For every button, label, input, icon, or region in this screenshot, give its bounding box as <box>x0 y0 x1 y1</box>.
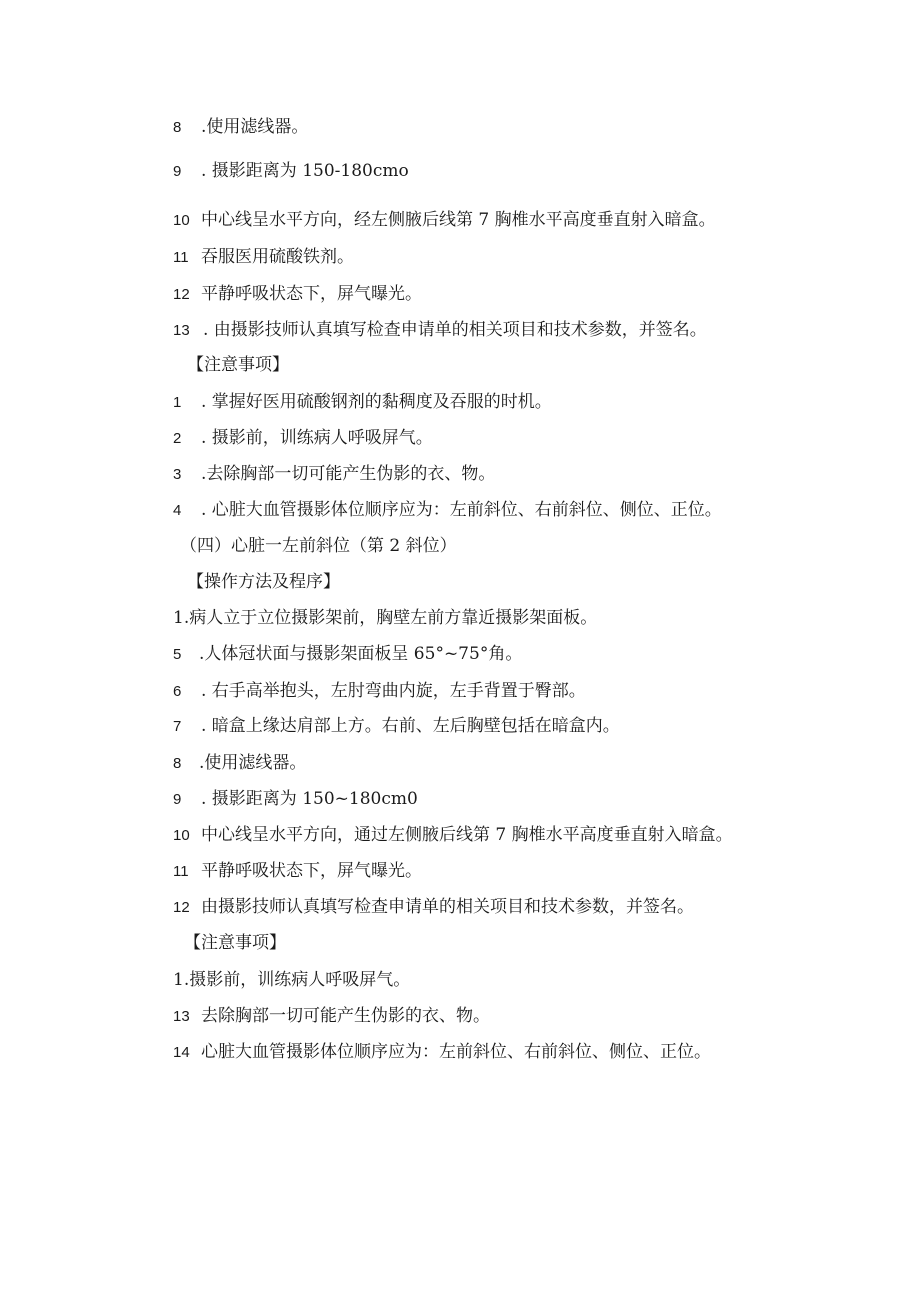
list-item <box>173 788 418 811</box>
list-item <box>173 969 410 991</box>
list-item <box>173 209 716 232</box>
list-item <box>173 246 354 269</box>
list-item <box>173 1041 711 1064</box>
item-text: 1.摄影前，训练病人呼吸屏气。 <box>173 970 411 990</box>
item-text: . 暗盒上缘达肩部上方。右前、左后胸壁包括在暗盒内。 <box>201 716 620 736</box>
item-number: 6 <box>173 683 182 700</box>
section-heading: （四）心脏一左前斜位（第 2 斜位） <box>180 536 457 556</box>
list-item <box>173 1005 490 1028</box>
item-number: 4 <box>173 502 182 519</box>
item-text: .去除胸部一切可能产生伪影的衣、物。 <box>201 464 496 484</box>
list-item <box>173 643 522 666</box>
list-item <box>173 283 422 306</box>
item-number: 11 <box>173 863 189 880</box>
list-item <box>173 860 422 883</box>
item-number: 1 <box>173 394 182 411</box>
item-number: 10 <box>173 212 190 229</box>
item-number: 12 <box>173 899 190 916</box>
item-text: 平静呼吸状态下，屏气曝光。 <box>201 284 422 304</box>
list-item <box>173 463 495 486</box>
item-number: 11 <box>173 249 189 266</box>
item-text: . 右手高举抱头，左肘弯曲内旋，左手背置于臀部。 <box>201 681 586 701</box>
section-heading: 【操作方法及程序】 <box>187 572 340 592</box>
item-number: 9 <box>173 791 182 808</box>
list-item <box>173 116 308 139</box>
item-text: .使用滤线器。 <box>201 117 309 137</box>
item-text: 中心线呈水平方向，通过左侧腋后线第 7 胸椎水平高度垂直射入暗盒。 <box>201 825 733 845</box>
item-number: 5 <box>173 646 182 663</box>
list-item <box>173 499 722 522</box>
item-text: . 摄影距离为 150~180cm0 <box>201 789 418 809</box>
item-number: 8 <box>173 755 182 772</box>
list-item <box>173 427 433 450</box>
item-text: . 由摄影技师认真填写检查申请单的相关项目和技术参数，并签名。 <box>203 320 707 340</box>
item-text: 心脏大血管摄影体位顺序应为：左前斜位、右前斜位、侧位、正位。 <box>201 1042 711 1062</box>
item-number: 8 <box>173 119 182 136</box>
list-item <box>173 160 409 183</box>
item-number: 9 <box>173 163 182 180</box>
item-text: 去除胸部一切可能产生伪影的衣、物。 <box>201 1006 490 1026</box>
list-item <box>173 824 733 847</box>
list-item <box>173 752 306 775</box>
item-text: . 掌握好医用硫酸钢剂的黏稠度及吞服的时机。 <box>201 392 552 412</box>
item-number: 2 <box>173 430 182 447</box>
item-text: .使用滤线器。 <box>199 753 307 773</box>
item-number: 7 <box>173 718 182 735</box>
list-item <box>173 896 694 919</box>
list-item <box>173 680 586 703</box>
item-number: 10 <box>173 827 190 844</box>
list-item <box>173 607 597 629</box>
item-text: 1.病人立于立位摄影架前，胸壁左前方靠近摄影架面板。 <box>173 608 598 628</box>
item-number: 13 <box>173 322 190 339</box>
item-text: .人体冠状面与摄影架面板呈 65°~75°角。 <box>199 644 523 664</box>
list-item <box>173 391 552 414</box>
list-item <box>173 715 620 738</box>
item-number: 13 <box>173 1008 190 1025</box>
item-text: 中心线呈水平方向，经左侧腋后线第 7 胸椎水平高度垂直射入暗盒。 <box>201 210 716 230</box>
section-heading: 【注意事项】 <box>184 933 286 953</box>
item-text: . 摄影前，训练病人呼吸屏气。 <box>201 428 433 448</box>
section-heading: 【注意事项】 <box>187 355 289 375</box>
item-text: 吞服医用硫酸铁剂。 <box>201 247 354 267</box>
item-number: 12 <box>173 286 190 303</box>
list-item <box>173 319 707 342</box>
item-number: 14 <box>173 1044 190 1061</box>
item-text: . 摄影距离为 150-180cmo <box>201 161 409 181</box>
item-number: 3 <box>173 466 182 483</box>
item-text: 平静呼吸状态下，屏气曝光。 <box>201 861 422 881</box>
item-text: . 心脏大血管摄影体位顺序应为：左前斜位、右前斜位、侧位、正位。 <box>201 500 722 520</box>
item-text: 由摄影技师认真填写检查申请单的相关项目和技术参数，并签名。 <box>201 897 694 917</box>
